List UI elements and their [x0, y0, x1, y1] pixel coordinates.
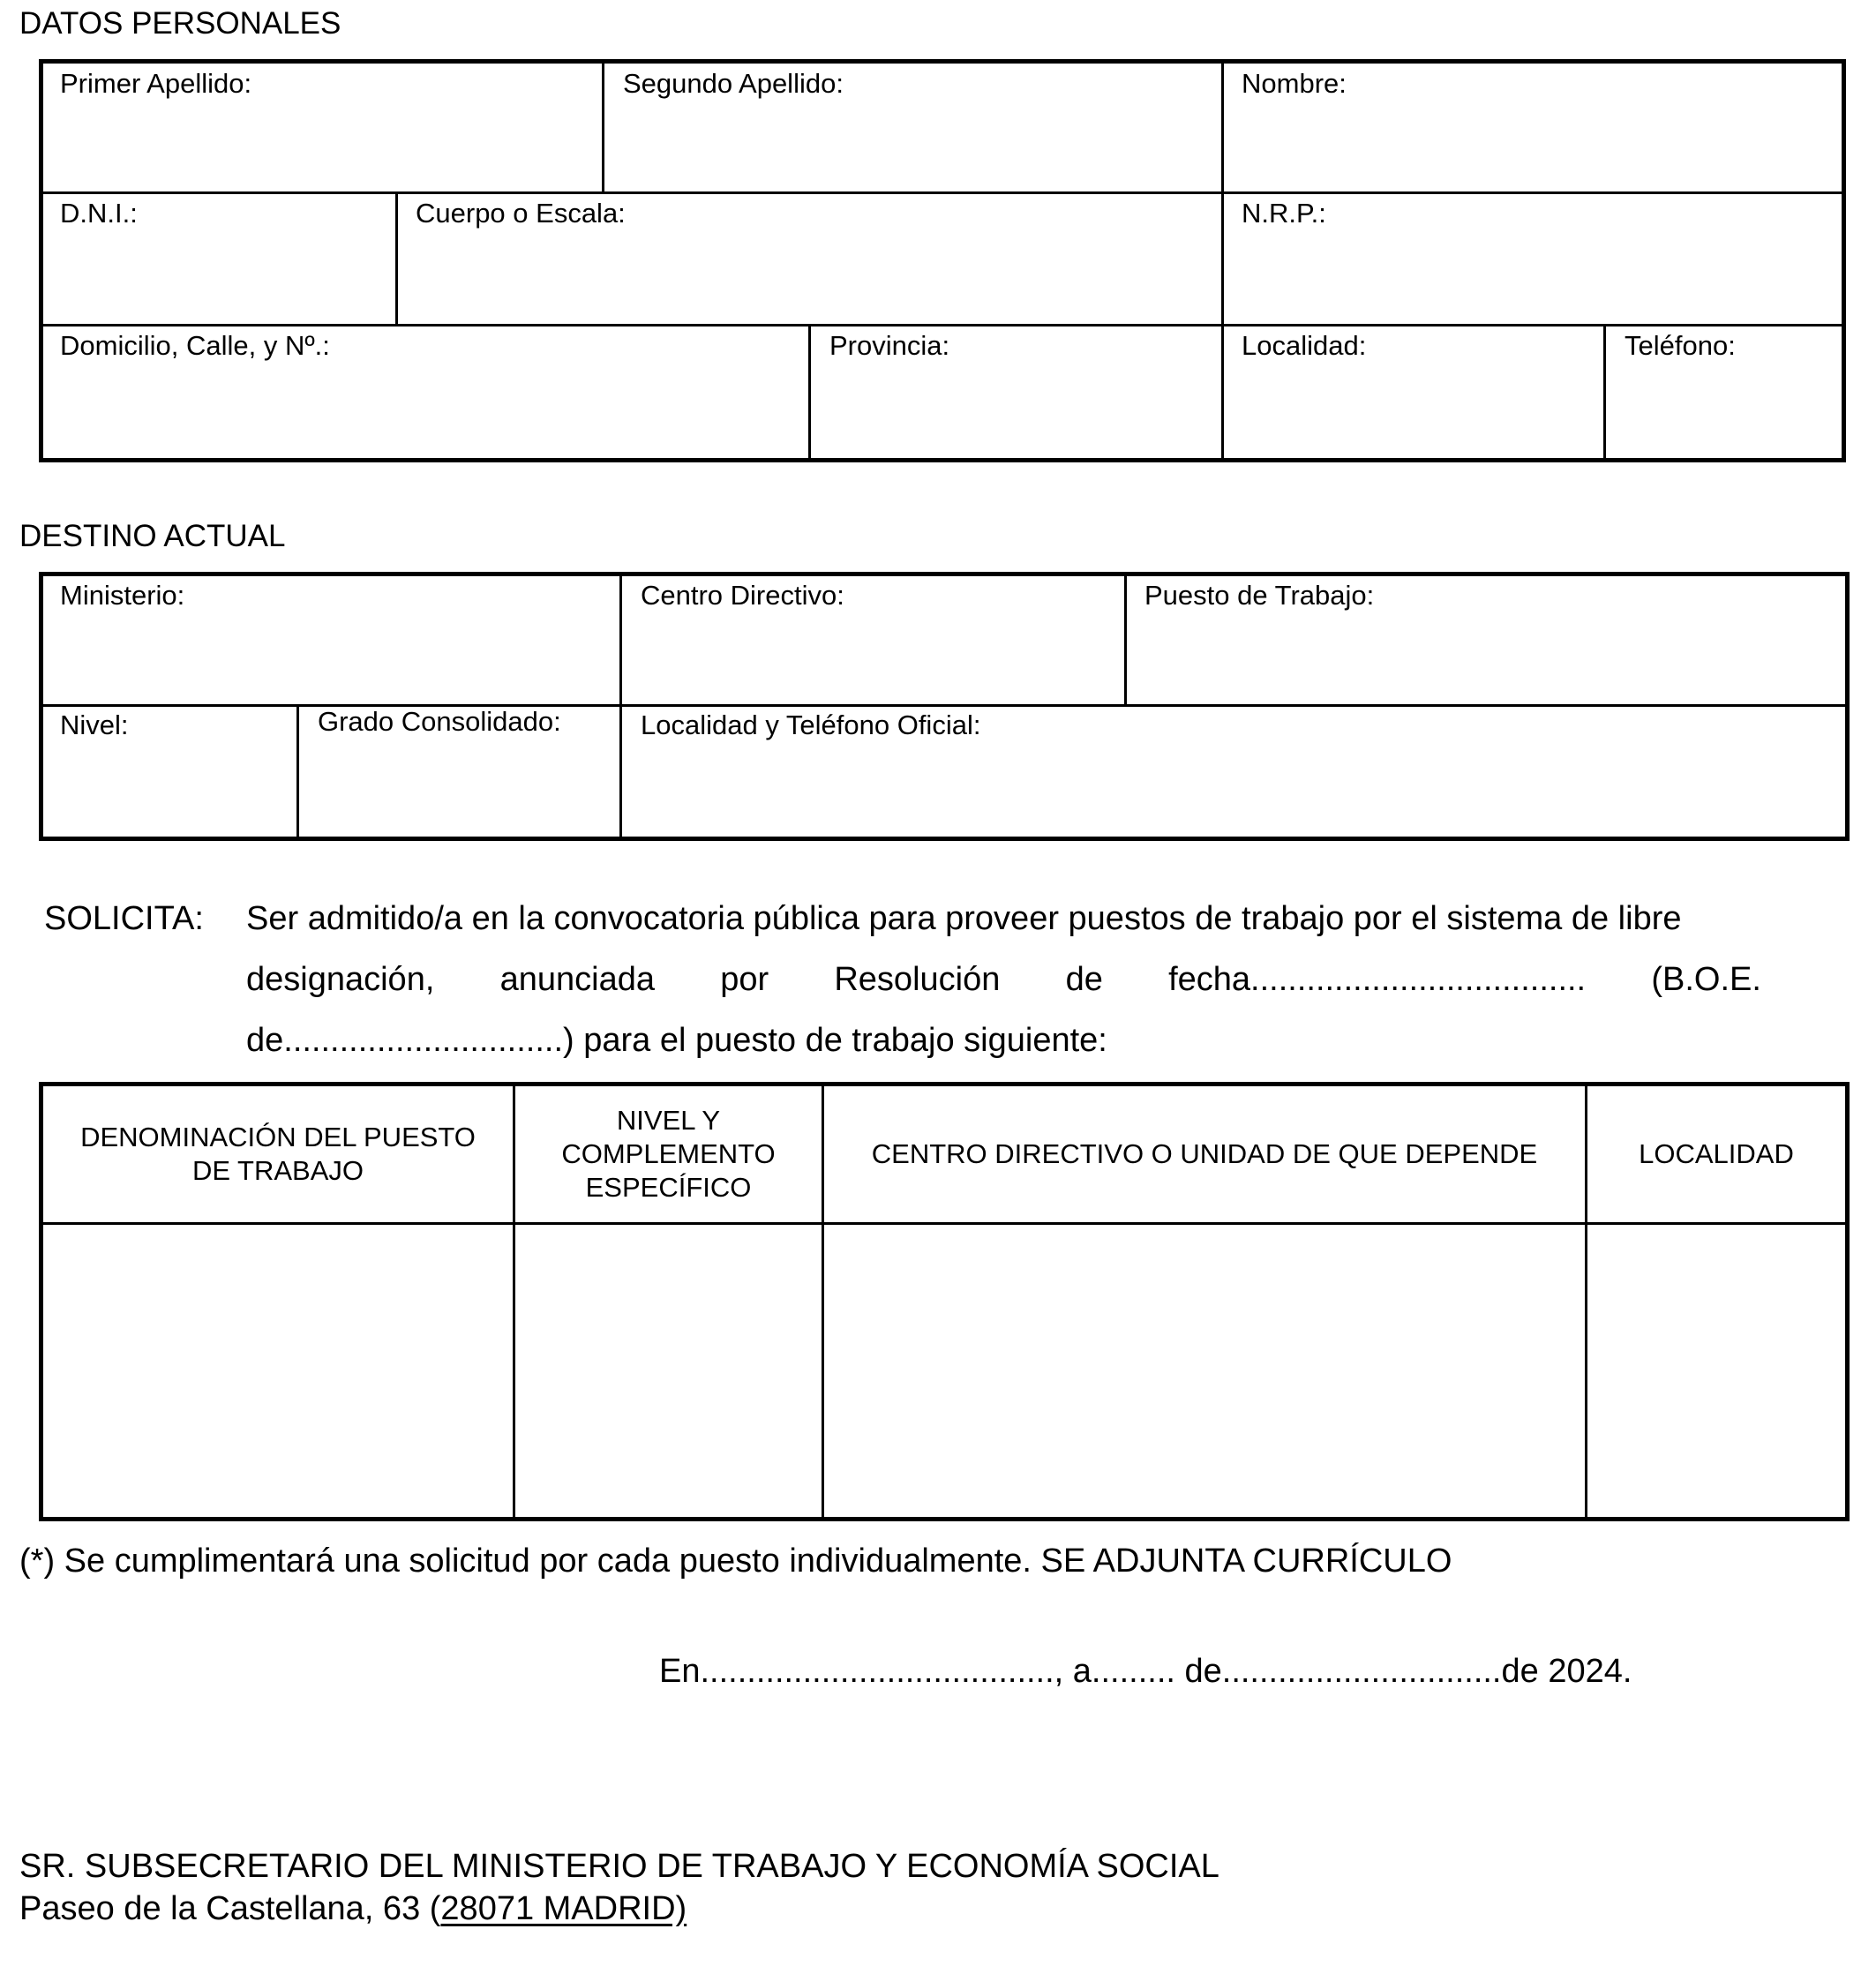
field-telefono[interactable]: Teléfono:	[1625, 330, 1736, 361]
field-nivel[interactable]: Nivel:	[60, 709, 129, 740]
solicita-word: Resolución	[834, 961, 1001, 998]
divider	[1124, 574, 1127, 705]
divider	[619, 574, 622, 838]
solicita-line-2	[246, 959, 1761, 1000]
field-centro-directivo[interactable]: Centro Directivo:	[641, 580, 844, 611]
column-header-localidad: LOCALIDAD	[1639, 1138, 1794, 1169]
cell-localidad[interactable]	[1587, 1225, 1845, 1517]
solicita-label: SOLICITA:	[44, 900, 204, 937]
addressee-street: Paseo de la Castellana, 63 (	[19, 1890, 441, 1927]
field-cuerpo-escala[interactable]: Cuerpo o Escala:	[416, 198, 626, 229]
field-ministerio[interactable]: Ministerio:	[60, 580, 185, 611]
column-header-nivel-complemento: NIVEL Y COMPLEMENTO ESPECÍFICO	[561, 1105, 776, 1203]
section-title-destino-actual: DESTINO ACTUAL	[19, 519, 286, 553]
addressee-postal-city: 28071 MADRID)	[440, 1890, 687, 1927]
solicita-fecha-blank[interactable]: fecha....................................	[1168, 961, 1587, 998]
field-primer-apellido[interactable]: Primer Apellido:	[60, 68, 252, 99]
solicita-line-1: Ser admitido/a en la convocatoria pública para proveer puestos de trabajo por el sistema de libre	[246, 900, 1682, 937]
field-domicilio[interactable]: Domicilio, Calle, y Nº.:	[60, 330, 330, 361]
solicita-word: (B.O.E.	[1651, 961, 1761, 998]
solicita-word: de	[1065, 961, 1103, 998]
divider	[41, 324, 1843, 326]
cell-denominacion[interactable]	[43, 1225, 513, 1517]
addressee-line-2	[19, 1888, 687, 1929]
divider	[1221, 62, 1224, 460]
cell-nivel-complemento[interactable]	[515, 1225, 822, 1517]
field-nombre[interactable]: Nombre:	[1242, 68, 1347, 99]
column-header-denominacion: DENOMINACIÓN DEL PUESTO DE TRABAJO	[80, 1122, 476, 1186]
field-dni[interactable]: D.N.I.:	[60, 198, 138, 229]
field-localidad-telefono-oficial[interactable]: Localidad y Teléfono Oficial:	[641, 709, 981, 740]
field-segundo-apellido[interactable]: Segundo Apellido:	[623, 68, 844, 99]
cell-centro-directivo[interactable]	[824, 1225, 1585, 1517]
solicita-word: designación,	[246, 961, 435, 998]
divider	[395, 192, 398, 325]
date-line[interactable]: En......................................, a......... de..............................de 2024.	[659, 1653, 1632, 1690]
divider	[41, 704, 1847, 707]
divider	[602, 62, 604, 192]
solicita-word: anunciada	[499, 961, 655, 998]
field-provincia[interactable]: Provincia:	[829, 330, 950, 361]
datos-personales-border	[39, 59, 1846, 462]
field-localidad[interactable]: Localidad:	[1242, 330, 1367, 361]
field-puesto-trabajo[interactable]: Puesto de Trabajo:	[1144, 580, 1375, 611]
section-title-datos-personales: DATOS PERSONALES	[19, 6, 341, 41]
divider	[296, 705, 299, 838]
divider	[808, 325, 811, 460]
solicita-word: por	[720, 961, 769, 998]
column-header-centro-directivo: CENTRO DIRECTIVO O UNIDAD DE QUE DEPENDE	[871, 1138, 1538, 1169]
addressee-line-1: SR. SUBSECRETARIO DEL MINISTERIO DE TRABAJO Y ECONOMÍA SOCIAL	[19, 1848, 1219, 1885]
field-nrp[interactable]: N.R.P.:	[1242, 198, 1326, 229]
divider	[1603, 325, 1606, 460]
field-grado-consolidado[interactable]: Grado Consolidado:	[318, 706, 561, 737]
note-text: (*) Se cumplimentará una solicitud por cada puesto individualmente. SE ADJUNTA CURRÍCULO	[19, 1542, 1452, 1580]
divider	[41, 191, 1843, 194]
solicita-line-3: de..............................) para el puesto de trabajo siguiente:	[246, 1022, 1107, 1059]
